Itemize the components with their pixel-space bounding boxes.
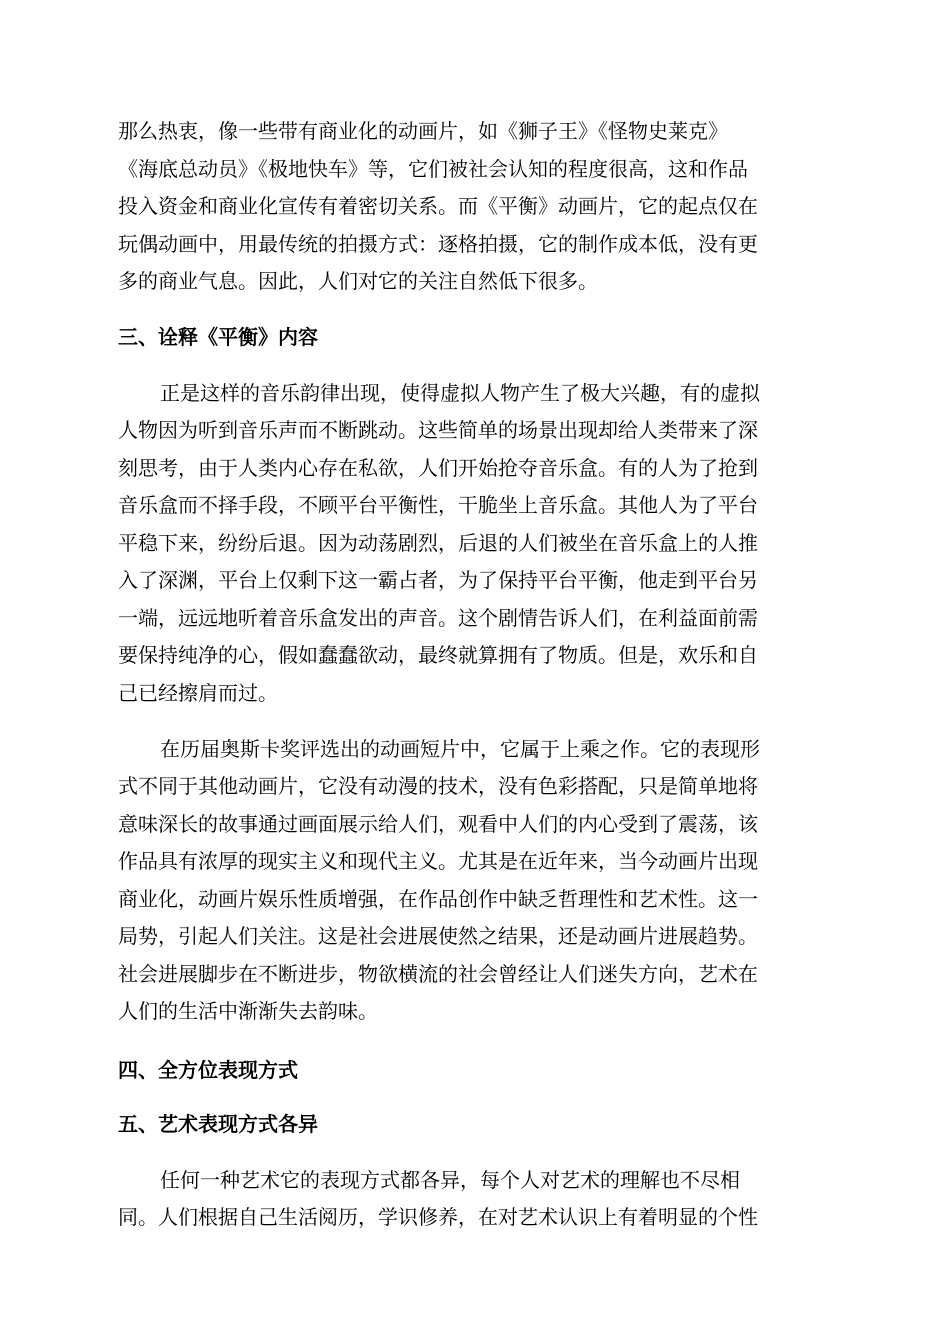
- paragraph-2-line: 己已经擦肩而过。: [118, 681, 278, 705]
- paragraph-1-line: 那么热衷，像一些带有商业化的动画片，如《狮子王》《怪物史莱克》: [118, 119, 728, 143]
- paragraph-2-line: 刻思考，由于人类内心存在私欲，人们开始抢夺音乐盒。有的人为了抢到: [118, 456, 758, 480]
- paragraph-4-line: 同。人们根据自己生活阅历，学识修养，在对艺术认识上有着明显的个性: [118, 1205, 758, 1229]
- paragraph-2-line: 入了深渊，平台上仅剩下这一霸占者，为了保持平台平衡，他走到平台另: [118, 568, 758, 592]
- section-heading-3: 三、诠释《平衡》内容: [118, 325, 318, 349]
- paragraph-3-line: 作品具有浓厚的现实主义和现代主义。尤其是在近年来，当今动画片出现: [118, 849, 758, 873]
- paragraph-2-line: 要保持纯净的心，假如蠢蠢欲动，最终就算拥有了物质。但是，欢乐和自: [118, 643, 758, 667]
- paragraph-1-line: 多的商业气息。因此，人们对它的关注自然低下很多。: [118, 269, 598, 293]
- paragraph-2-line: 音乐盒而不择手段，不顾平台平衡性，干脆坐上音乐盒。其他人为了平台: [118, 493, 758, 517]
- paragraph-3-line: 局势，引起人们关注。这是社会进展使然之结果，还是动画片进展趋势。: [118, 924, 758, 948]
- paragraph-4-line: 任何一种艺术它的表现方式都各异，每个人对艺术的理解也不尽相: [160, 1168, 740, 1192]
- paragraph-1-line: 投入资金和商业化宣传有着密切关系。而《平衡》动画片，它的起点仅在: [118, 194, 758, 218]
- paragraph-3-line: 社会进展脚步在不断进步，物欲横流的社会曾经让人们迷失方向，艺术在: [118, 962, 758, 986]
- paragraph-2-line: 人物因为听到音乐声而不断跳动。这些简单的场景出现却给人类带来了深: [118, 418, 758, 442]
- section-heading-4: 四、全方位表现方式: [118, 1058, 298, 1082]
- paragraph-1-line: 玩偶动画中，用最传统的拍摄方式：逐格拍摄，它的制作成本低，没有更: [118, 232, 758, 256]
- paragraph-2-line: 平稳下来，纷纷后退。因为动荡剧烈，后退的人们被坐在音乐盒上的人推: [118, 531, 758, 555]
- paragraph-1-line: 《海底总动员》《极地快车》等，它们被社会认知的程度很高，这和作品: [118, 157, 748, 181]
- paragraph-3-line: 商业化，动画片娱乐性质增强，在作品创作中缺乏哲理性和艺术性。这一: [118, 887, 758, 911]
- section-heading-5: 五、艺术表现方式各异: [118, 1112, 318, 1136]
- paragraph-3-line: 人们的生活中渐渐失去韵味。: [118, 999, 378, 1023]
- paragraph-3-line: 式不同于其他动画片，它没有动漫的技术，没有色彩搭配，只是简单地将: [118, 774, 758, 798]
- paragraph-3-line: 意味深长的故事通过画面展示给人们，观看中人们的内心受到了震荡，该: [118, 812, 758, 836]
- paragraph-2-line: 正是这样的音乐韵律出现，使得虚拟人物产生了极大兴趣，有的虚拟: [160, 381, 760, 405]
- paragraph-2-line: 一端，远远地听着音乐盒发出的声音。这个剧情告诉人们，在利益面前需: [118, 606, 758, 630]
- paragraph-3-line: 在历届奥斯卡奖评选出的动画短片中，它属于上乘之作。它的表现形: [160, 737, 760, 761]
